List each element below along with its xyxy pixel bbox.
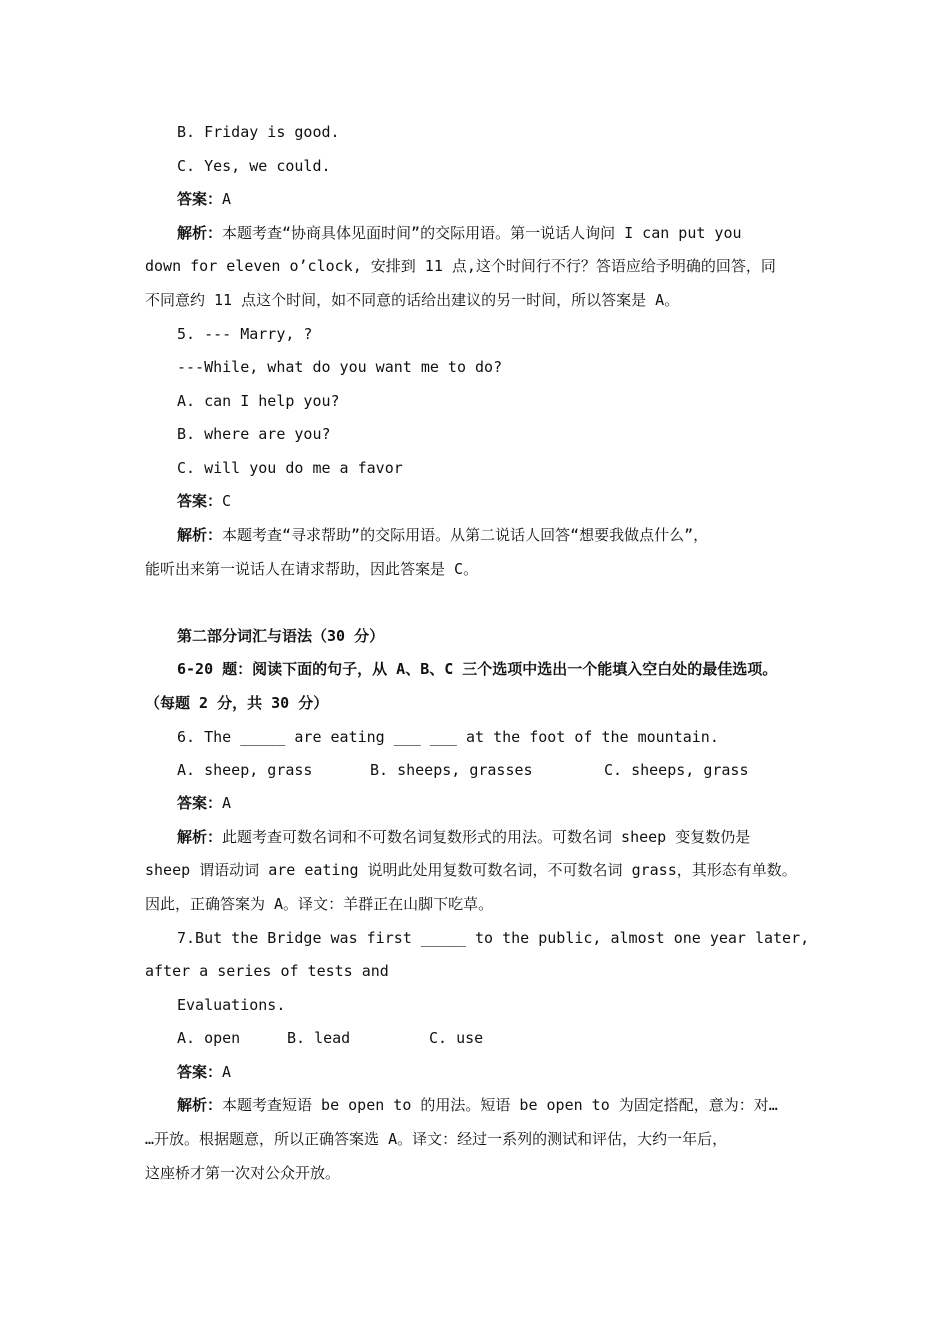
option-b-q5: B. where are you?	[177, 425, 331, 443]
analysis-q7-line2: …开放。根据题意，所以正确答案选 A。译文：经过一系列的测试和评估，大约一年后，	[145, 1130, 728, 1148]
answer-q5	[177, 491, 231, 511]
section-instructions: 6-20 题：阅读下面的句子，从 A、B、C 三个选项中选出一个能填入空白处的最佳选项。	[177, 660, 778, 678]
analysis-q6-line3: 因此，正确答案为 A。译文：羊群正在山脚下吃草。	[145, 895, 494, 913]
analysis-label: 解析：	[177, 224, 223, 242]
answer-value: A	[222, 190, 232, 208]
answer-q6	[177, 793, 231, 813]
option-b-q6: B. sheeps, grasses	[370, 761, 533, 779]
answer-value: C	[222, 492, 232, 510]
answer-q7	[177, 1062, 231, 1082]
answer-label: 答案：	[177, 190, 223, 208]
analysis-q5-line2: 能听出来第一说话人在请求帮助，因此答案是 C。	[145, 560, 479, 578]
analysis-label: 解析：	[177, 1096, 223, 1114]
option-c-q4: C. Yes, we could.	[177, 157, 331, 175]
answer-label: 答案：	[177, 492, 223, 510]
analysis-label: 解析：	[177, 828, 223, 846]
option-c-q5: C. will you do me a favor	[177, 459, 403, 477]
section-heading: 第二部分词汇与语法（30 分）	[177, 627, 385, 645]
analysis-q6-line2: sheep 谓语动词 are eating 说明此处用复数可数名词，不可数名词 grass，其形态有单数。	[145, 861, 797, 879]
question-7-line2: after a series of tests and	[145, 962, 389, 980]
option-b-q7: B. lead	[287, 1029, 351, 1047]
option-a-q5: A. can I help you?	[177, 392, 340, 410]
analysis-text: 本题考查“协商具体见面时间”的交际用语。第一说话人询问 I can put you	[222, 224, 742, 242]
answer-value: A	[222, 794, 232, 812]
answer-label: 答案：	[177, 1063, 223, 1081]
question-5: 5. --- Marry, ?	[177, 325, 313, 343]
analysis-q7-line3: 这座桥才第一次对公众开放。	[145, 1164, 341, 1182]
question-5-reply: ---While, what do you want me to do?	[177, 358, 503, 376]
analysis-q4-line1	[177, 223, 742, 243]
question-7: 7.But the Bridge was first _____ to the public, almost one year later,	[177, 929, 810, 947]
answer-q4	[177, 189, 231, 209]
analysis-text: 本题考查“寻求帮助”的交际用语。从第二说话人回答“想要我做点什么”，	[222, 526, 709, 544]
option-a-q7: A. open	[177, 1029, 241, 1047]
analysis-label: 解析：	[177, 526, 223, 544]
question-6: 6. The _____ are eating ___ ___ at the foot of the mountain.	[177, 728, 719, 746]
analysis-text: 此题考查可数名词和不可数名词复数形式的用法。可数名词 sheep 变复数仍是	[222, 828, 751, 846]
section-points: （每题 2 分，共 30 分）	[145, 694, 329, 712]
answer-label: 答案：	[177, 794, 223, 812]
analysis-q7-line1	[177, 1095, 778, 1115]
question-7-line3: Evaluations.	[177, 996, 286, 1014]
analysis-q4-line3: 不同意约 11 点这个时间，如不同意的话给出建议的另一时间，所以答案是 A。	[145, 291, 680, 309]
analysis-q4-line2: down for eleven o’clock, 安排到 11 点,这个时间行不行？答语应给予明确的回答，同	[145, 257, 776, 275]
option-b-q4: B. Friday is good.	[177, 123, 340, 141]
analysis-q5-line1	[177, 525, 708, 545]
analysis-q6-line1	[177, 827, 750, 847]
answer-value: A	[222, 1063, 232, 1081]
option-c-q6: C. sheeps, grass	[604, 761, 749, 779]
option-c-q7: C. use	[429, 1029, 484, 1047]
analysis-text: 本题考查短语 be open to 的用法。短语 be open to 为固定搭配，意为：对…	[222, 1096, 778, 1114]
option-a-q6: A. sheep, grass	[177, 761, 313, 779]
